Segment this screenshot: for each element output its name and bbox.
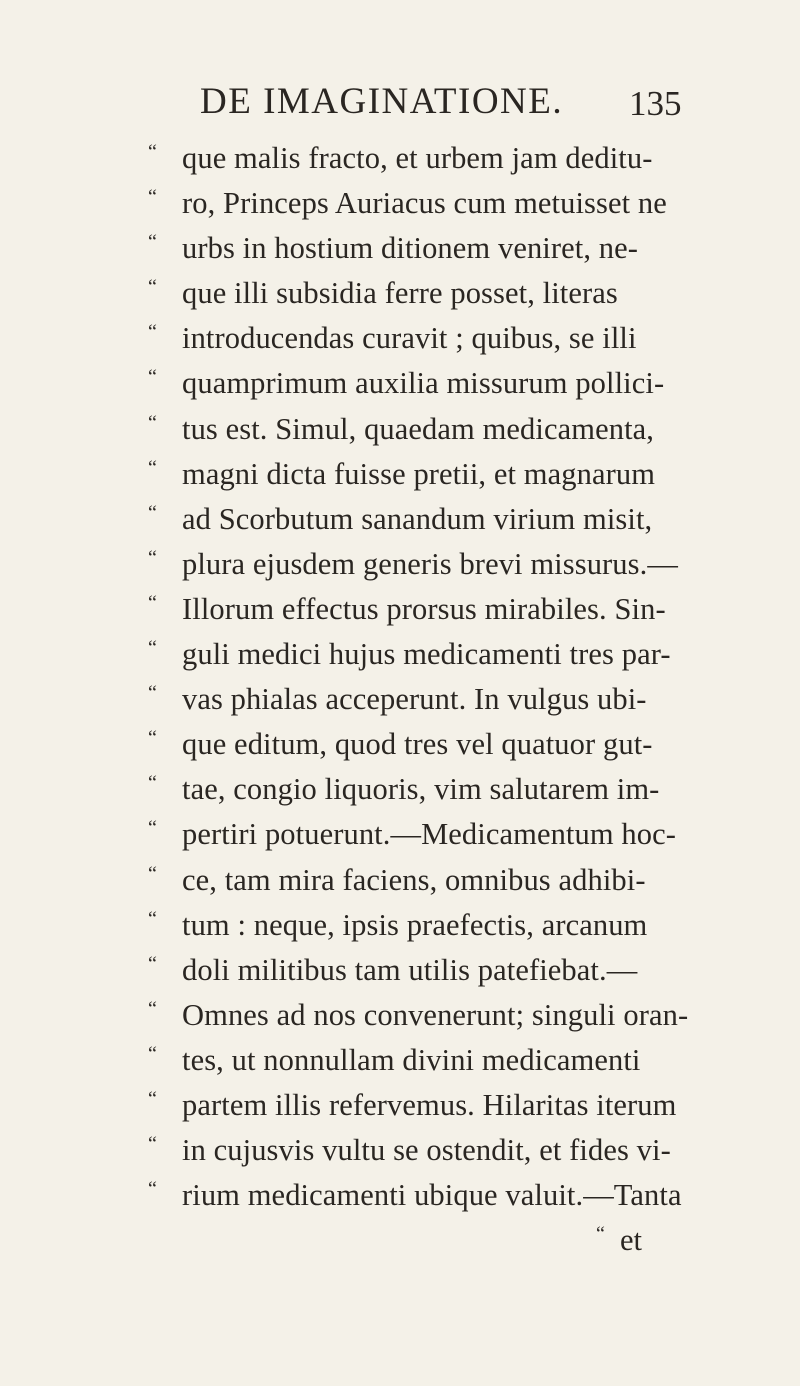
line-text: magni dicta fuisse pretii, et magnarum [182,456,656,491]
text-line [148,858,708,903]
line-text: plura ejusdem generis brevi missurus.— [182,546,678,581]
text-line [148,316,708,361]
quotation-mark: “ [148,231,157,254]
line-text: tes, ut nonnullam divini medicamenti [182,1042,641,1077]
line-text: in cujusvis vultu se ostendit, et fides vi- [182,1133,671,1168]
text-line [148,722,708,767]
line-text: tum : neque, ipsis praefectis, arcanum [182,907,648,942]
quotation-mark: “ [148,727,157,750]
text-line [148,993,708,1038]
page-number: 135 [629,84,682,123]
line-text: que editum, quod tres vel quatuor gut- [182,727,653,762]
quotation-mark: “ [148,411,157,434]
quotation-mark: “ [596,1223,605,1246]
quotation-mark: “ [148,862,157,885]
line-text: ad Scorbutum sanandum virium misit, [182,501,653,536]
line-text: tae, congio liquoris, vim salutarem im- [182,772,660,807]
text-line [148,226,708,271]
text-line [148,1038,708,1083]
quotation-mark: “ [148,1042,157,1065]
text-line [148,1173,708,1218]
chapter-title: DE IMAGINATIONE. [200,81,564,122]
text-line [148,1128,708,1173]
quotation-mark: “ [148,907,157,930]
line-text: pertiri potuerunt.—Medicamentum hoc- [182,817,676,852]
line-text: tus est. Simul, quaedam medicamenta, [182,411,655,446]
text-line [148,181,708,226]
text-line [148,407,708,452]
catchword-text: et [620,1223,643,1258]
line-text: introducendas curavit ; quibus, se illi [182,321,637,356]
body-text [148,136,708,1263]
line-text: rium medicamenti ubique valuit.—Tanta [182,1178,682,1213]
line-text: partem illis refervemus. Hilaritas iterum [182,1087,677,1122]
line-text: urbs in hostium ditionem veniret, ne- [182,231,639,266]
quotation-mark: “ [148,682,157,705]
quotation-mark: “ [148,456,157,479]
quotation-mark: “ [148,952,157,975]
line-text: que illi subsidia ferre posset, literas [182,276,618,311]
line-text: doli militibus tam utilis patefiebat.— [182,952,638,987]
text-line [148,361,708,406]
quotation-mark: “ [148,141,157,163]
line-text: Illorum effectus prorsus mirabiles. Sin- [182,591,666,626]
quotation-mark: “ [148,1178,157,1201]
text-line [148,677,708,722]
text-line [148,497,708,542]
line-text: vas phialas acceperunt. In vulgus ubi- [182,682,647,717]
line-text: guli medici hujus medicamenti tres par- [182,637,671,672]
quotation-mark: “ [148,1133,157,1156]
quotation-mark: “ [148,637,157,660]
text-line [148,948,708,993]
quotation-mark: “ [148,772,157,795]
quotation-mark: “ [148,186,157,209]
quotation-mark: “ [148,501,157,524]
catchword [596,1218,643,1263]
catchword-row [148,1218,708,1263]
quotation-mark: “ [148,276,157,299]
quotation-mark: “ [148,817,157,840]
text-line [148,1083,708,1128]
quotation-mark: “ [148,366,157,389]
line-text: quamprimum auxilia missurum pollici- [182,366,665,401]
line-text: Omnes ad nos convenerunt; singuli oran- [182,997,689,1032]
running-head [0,82,800,122]
line-text: que malis fracto, et urbem jam deditu- [182,141,653,175]
text-line [148,812,708,857]
quotation-mark: “ [148,321,157,344]
text-line [148,136,708,181]
quotation-mark: “ [148,591,157,614]
text-line [148,587,708,632]
line-text: ro, Princeps Auriacus cum metuisset ne [182,186,667,221]
text-line [148,542,708,587]
text-line [148,271,708,316]
text-line [148,767,708,812]
line-text: ce, tam mira faciens, omnibus adhibi- [182,862,646,897]
text-line [148,452,708,497]
text-line [148,632,708,677]
quotation-mark: “ [148,1087,157,1110]
text-line [148,903,708,948]
quotation-mark: “ [148,546,157,569]
quotation-mark: “ [148,997,157,1020]
